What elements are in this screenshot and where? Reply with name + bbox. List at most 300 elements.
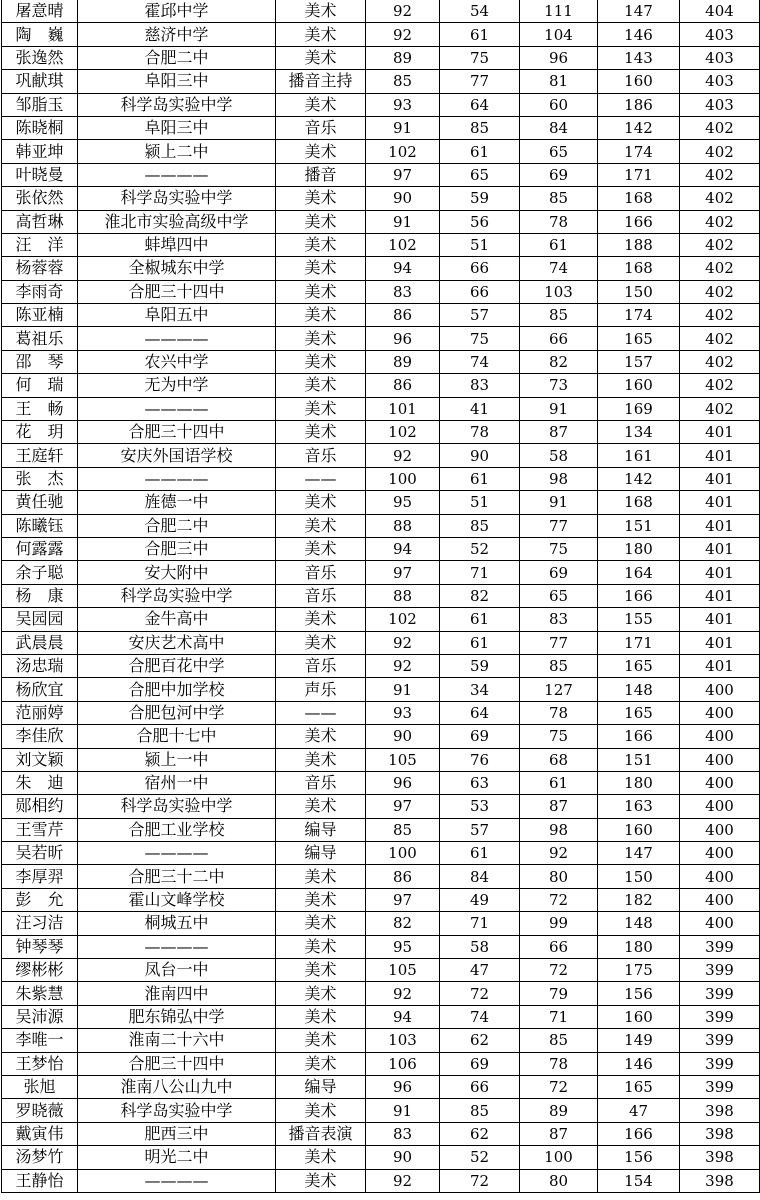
table-row [2,1005,760,1028]
school-name-cell: 合肥二中 [78,514,276,537]
total-score-cell: 402 [680,210,760,233]
student-name-cell: 郧相约 [2,795,78,818]
major-cell: 美术 [276,397,366,420]
school-name-cell: 合肥十七中 [78,725,276,748]
student-name-cell: 张 杰 [2,467,78,490]
major-cell: 美术 [276,350,366,373]
major-cell: 美术 [276,374,366,397]
score-2-cell: 51 [440,233,520,256]
score-2-cell: 58 [440,935,520,958]
student-name-cell: 王静怡 [2,1169,78,1192]
total-score-cell: 400 [680,888,760,911]
major-cell: —— [276,467,366,490]
table-row [2,444,760,467]
score-3-cell: 74 [520,257,598,280]
major-cell: 美术 [276,1099,366,1122]
score-2-cell: 53 [440,795,520,818]
score-3-cell: 71 [520,1005,598,1028]
student-name-cell: 王庭轩 [2,444,78,467]
table-row [2,795,760,818]
score-3-cell: 111 [520,0,598,23]
score-3-cell: 72 [520,888,598,911]
score-4-cell: 147 [598,0,680,23]
score-3-cell: 80 [520,865,598,888]
student-name-cell: 汤梦竹 [2,1146,78,1169]
score-4-cell: 180 [598,935,680,958]
score-3-cell: 99 [520,912,598,935]
total-score-cell: 402 [680,116,760,139]
school-name-cell: 肥东锦弘中学 [78,1005,276,1028]
score-3-cell: 98 [520,467,598,490]
score-4-cell: 180 [598,537,680,560]
score-4-cell: 142 [598,467,680,490]
major-cell: 美术 [276,608,366,631]
student-name-cell: 朱 迪 [2,771,78,794]
score-4-cell: 147 [598,842,680,865]
student-name-cell: 葛祖乐 [2,327,78,350]
school-name-cell: 蚌埠四中 [78,233,276,256]
table-row [2,842,760,865]
school-name-cell: 淮南八公山九中 [78,1075,276,1098]
school-name-cell: 慈济中学 [78,23,276,46]
student-name-cell: 李唯一 [2,1029,78,1052]
school-name-cell: ———— [78,327,276,350]
student-name-cell: 邵 琴 [2,350,78,373]
table-row [2,1146,760,1169]
score-4-cell: 156 [598,1146,680,1169]
student-name-cell: 彭 允 [2,888,78,911]
table-row [2,748,760,771]
student-name-cell: 吴园园 [2,608,78,631]
student-name-cell: 罗晓薇 [2,1099,78,1122]
school-name-cell: 无为中学 [78,374,276,397]
score-1-cell: 89 [366,350,440,373]
student-name-cell: 叶晓曼 [2,163,78,186]
table-row [2,654,760,677]
total-score-cell: 403 [680,70,760,93]
score-3-cell: 73 [520,374,598,397]
student-name-cell: 杨 康 [2,584,78,607]
student-name-cell: 李雨奇 [2,280,78,303]
table-row [2,350,760,373]
major-cell: 美术 [276,935,366,958]
score-4-cell: 155 [598,608,680,631]
table-row [2,116,760,139]
score-3-cell: 75 [520,537,598,560]
school-name-cell: 科学岛实验中学 [78,584,276,607]
table-row [2,1052,760,1075]
score-1-cell: 97 [366,163,440,186]
score-1-cell: 100 [366,467,440,490]
student-name-cell: 李厚羿 [2,865,78,888]
school-name-cell: 霍山文峰学校 [78,888,276,911]
score-1-cell: 102 [366,608,440,631]
score-2-cell: 64 [440,93,520,116]
total-score-cell: 401 [680,608,760,631]
school-name-cell: 合肥三十四中 [78,280,276,303]
major-cell: 声乐 [276,678,366,701]
student-name-cell: 张逸然 [2,46,78,69]
score-4-cell: 160 [598,374,680,397]
major-cell: 美术 [276,912,366,935]
school-name-cell: 合肥三中 [78,537,276,560]
score-2-cell: 77 [440,70,520,93]
score-1-cell: 91 [366,678,440,701]
score-2-cell: 34 [440,678,520,701]
table-row [2,584,760,607]
score-3-cell: 75 [520,725,598,748]
total-score-cell: 401 [680,491,760,514]
student-name-cell: 刘文颖 [2,748,78,771]
total-score-cell: 401 [680,631,760,654]
total-score-cell: 401 [680,421,760,444]
score-4-cell: 149 [598,1029,680,1052]
table-row [2,912,760,935]
score-4-cell: 134 [598,421,680,444]
score-2-cell: 66 [440,280,520,303]
school-name-cell: 合肥二中 [78,46,276,69]
score-4-cell: 142 [598,116,680,139]
major-cell: 音乐 [276,654,366,677]
total-score-cell: 399 [680,1075,760,1098]
score-1-cell: 101 [366,397,440,420]
total-score-cell: 401 [680,537,760,560]
score-3-cell: 92 [520,842,598,865]
major-cell: 美术 [276,327,366,350]
score-1-cell: 94 [366,257,440,280]
score-4-cell: 165 [598,1075,680,1098]
school-name-cell: 淮南二十六中 [78,1029,276,1052]
score-4-cell: 180 [598,771,680,794]
score-3-cell: 104 [520,23,598,46]
score-3-cell: 98 [520,818,598,841]
school-name-cell: 合肥包河中学 [78,701,276,724]
score-4-cell: 169 [598,397,680,420]
school-name-cell: 阜阳三中 [78,116,276,139]
score-4-cell: 174 [598,304,680,327]
score-1-cell: 94 [366,537,440,560]
major-cell: 编导 [276,1075,366,1098]
score-2-cell: 62 [440,1122,520,1145]
score-1-cell: 92 [366,23,440,46]
school-name-cell: 安庆艺术高中 [78,631,276,654]
school-name-cell: 科学岛实验中学 [78,187,276,210]
table-row [2,327,760,350]
student-name-cell: 陈亚楠 [2,304,78,327]
score-4-cell: 165 [598,327,680,350]
score-3-cell: 79 [520,982,598,1005]
score-1-cell: 91 [366,116,440,139]
total-score-cell: 403 [680,46,760,69]
major-cell: 美术 [276,491,366,514]
score-3-cell: 69 [520,163,598,186]
score-1-cell: 92 [366,631,440,654]
score-4-cell: 171 [598,163,680,186]
school-name-cell: 全椒城东中学 [78,257,276,280]
table-row [2,257,760,280]
major-cell: 美术 [276,304,366,327]
school-name-cell: 合肥三十二中 [78,865,276,888]
score-2-cell: 61 [440,608,520,631]
score-2-cell: 74 [440,350,520,373]
major-cell: 美术 [276,514,366,537]
student-name-cell: 王梦怡 [2,1052,78,1075]
score-4-cell: 166 [598,1122,680,1145]
score-3-cell: 78 [520,701,598,724]
total-score-cell: 399 [680,935,760,958]
school-name-cell: 颍上一中 [78,748,276,771]
school-name-cell: 凤台一中 [78,959,276,982]
total-score-cell: 400 [680,701,760,724]
major-cell: 音乐 [276,561,366,584]
score-4-cell: 160 [598,818,680,841]
major-cell: 美术 [276,1052,366,1075]
major-cell: 美术 [276,210,366,233]
total-score-cell: 402 [680,304,760,327]
total-score-cell: 402 [680,327,760,350]
score-2-cell: 57 [440,818,520,841]
score-1-cell: 95 [366,491,440,514]
score-1-cell: 105 [366,748,440,771]
total-score-cell: 399 [680,1029,760,1052]
score-2-cell: 84 [440,865,520,888]
score-2-cell: 49 [440,888,520,911]
school-name-cell: 合肥三十四中 [78,421,276,444]
score-3-cell: 78 [520,210,598,233]
total-score-cell: 403 [680,93,760,116]
score-1-cell: 92 [366,982,440,1005]
score-3-cell: 85 [520,187,598,210]
score-3-cell: 87 [520,1122,598,1145]
major-cell: 美术 [276,46,366,69]
major-cell: 播音表演 [276,1122,366,1145]
score-2-cell: 85 [440,116,520,139]
total-score-cell: 400 [680,818,760,841]
score-3-cell: 83 [520,608,598,631]
table-row [2,678,760,701]
score-2-cell: 63 [440,771,520,794]
score-4-cell: 156 [598,982,680,1005]
total-score-cell: 402 [680,374,760,397]
score-3-cell: 72 [520,1075,598,1098]
student-name-cell: 何 瑞 [2,374,78,397]
school-name-cell: ———— [78,397,276,420]
major-cell: 美术 [276,23,366,46]
major-cell: 美术 [276,982,366,1005]
major-cell: 音乐 [276,444,366,467]
major-cell: 美术 [276,233,366,256]
student-name-cell: 吴若昕 [2,842,78,865]
total-score-cell: 399 [680,982,760,1005]
school-name-cell: 肥西三中 [78,1122,276,1145]
school-name-cell: 合肥百花中学 [78,654,276,677]
score-3-cell: 87 [520,421,598,444]
table-row [2,140,760,163]
major-cell: 美术 [276,865,366,888]
score-3-cell: 82 [520,350,598,373]
table-row [2,959,760,982]
score-4-cell: 186 [598,93,680,116]
major-cell: 编导 [276,842,366,865]
score-2-cell: 72 [440,1169,520,1192]
table-row [2,233,760,256]
student-name-cell: 缪彬彬 [2,959,78,982]
student-name-cell: 陶 巍 [2,23,78,46]
student-name-cell: 黄任驰 [2,491,78,514]
score-1-cell: 102 [366,140,440,163]
score-2-cell: 61 [440,23,520,46]
total-score-cell: 400 [680,912,760,935]
table-row [2,935,760,958]
score-4-cell: 150 [598,865,680,888]
major-cell: 美术 [276,93,366,116]
score-3-cell: 58 [520,444,598,467]
table-row [2,865,760,888]
score-2-cell: 61 [440,631,520,654]
score-3-cell: 66 [520,327,598,350]
school-name-cell: 农兴中学 [78,350,276,373]
score-1-cell: 86 [366,304,440,327]
total-score-cell: 402 [680,187,760,210]
score-1-cell: 96 [366,327,440,350]
school-name-cell: 宿州一中 [78,771,276,794]
total-score-cell: 402 [680,233,760,256]
total-score-cell: 404 [680,0,760,23]
score-4-cell: 161 [598,444,680,467]
total-score-cell: 398 [680,1099,760,1122]
student-name-cell: 吴沛源 [2,1005,78,1028]
major-cell: 音乐 [276,584,366,607]
student-name-cell: 汪习洁 [2,912,78,935]
school-name-cell: 桐城五中 [78,912,276,935]
score-3-cell: 68 [520,748,598,771]
score-1-cell: 88 [366,514,440,537]
score-4-cell: 175 [598,959,680,982]
major-cell: 美术 [276,1029,366,1052]
major-cell: 播音 [276,163,366,186]
score-4-cell: 188 [598,233,680,256]
score-3-cell: 77 [520,631,598,654]
score-1-cell: 90 [366,725,440,748]
table-row [2,888,760,911]
score-4-cell: 151 [598,748,680,771]
total-score-cell: 401 [680,561,760,584]
score-1-cell: 100 [366,842,440,865]
score-1-cell: 97 [366,795,440,818]
table-body [2,0,760,1192]
table-row [2,982,760,1005]
student-name-cell: 朱紫慧 [2,982,78,1005]
student-name-cell: 戴寅伟 [2,1122,78,1145]
student-name-cell: 范丽婷 [2,701,78,724]
student-name-cell: 余子聪 [2,561,78,584]
student-name-cell: 杨欣宜 [2,678,78,701]
score-2-cell: 57 [440,304,520,327]
total-score-cell: 402 [680,280,760,303]
table-row [2,0,760,23]
score-1-cell: 83 [366,1122,440,1145]
score-2-cell: 78 [440,421,520,444]
score-2-cell: 51 [440,491,520,514]
score-3-cell: 65 [520,584,598,607]
major-cell: 美术 [276,725,366,748]
student-name-cell: 邹脂玉 [2,93,78,116]
score-1-cell: 102 [366,421,440,444]
table-row [2,1169,760,1192]
score-3-cell: 77 [520,514,598,537]
total-score-cell: 402 [680,257,760,280]
school-name-cell: 安庆外国语学校 [78,444,276,467]
school-name-cell: 合肥三十四中 [78,1052,276,1075]
total-score-cell: 400 [680,725,760,748]
score-4-cell: 171 [598,631,680,654]
score-1-cell: 103 [366,1029,440,1052]
score-2-cell: 64 [440,701,520,724]
total-score-cell: 402 [680,140,760,163]
school-name-cell: 科学岛实验中学 [78,93,276,116]
major-cell: 美术 [276,187,366,210]
table-row [2,397,760,420]
table-row [2,210,760,233]
major-cell: 美术 [276,748,366,771]
student-name-cell: 巩献琪 [2,70,78,93]
major-cell: 美术 [276,888,366,911]
school-name-cell: 合肥中加学校 [78,678,276,701]
score-4-cell: 150 [598,280,680,303]
score-1-cell: 90 [366,1146,440,1169]
total-score-cell: 398 [680,1169,760,1192]
school-name-cell: 金牛高中 [78,608,276,631]
score-1-cell: 92 [366,1169,440,1192]
student-name-cell: 屠意晴 [2,0,78,23]
total-score-cell: 401 [680,444,760,467]
total-score-cell: 399 [680,959,760,982]
major-cell: 音乐 [276,771,366,794]
total-score-cell: 402 [680,350,760,373]
total-score-cell: 401 [680,584,760,607]
school-name-cell: ———— [78,1169,276,1192]
student-name-cell: 王雪芹 [2,818,78,841]
major-cell: 音乐 [276,116,366,139]
school-name-cell: ———— [78,163,276,186]
school-name-cell: 明光二中 [78,1146,276,1169]
table-row [2,467,760,490]
score-2-cell: 41 [440,397,520,420]
score-4-cell: 146 [598,23,680,46]
score-2-cell: 56 [440,210,520,233]
score-4-cell: 146 [598,1052,680,1075]
total-score-cell: 398 [680,1146,760,1169]
table-row [2,631,760,654]
score-3-cell: 78 [520,1052,598,1075]
score-4-cell: 168 [598,491,680,514]
score-4-cell: 163 [598,795,680,818]
score-2-cell: 59 [440,187,520,210]
score-2-cell: 75 [440,327,520,350]
table-row [2,1099,760,1122]
table-row [2,46,760,69]
total-score-cell: 401 [680,514,760,537]
major-cell: 美术 [276,1005,366,1028]
school-name-cell: 淮南四中 [78,982,276,1005]
major-cell: 美术 [276,140,366,163]
major-cell: 美术 [276,537,366,560]
student-name-cell: 武晨晨 [2,631,78,654]
major-cell: 编导 [276,818,366,841]
score-1-cell: 92 [366,654,440,677]
table-row [2,608,760,631]
score-3-cell: 96 [520,46,598,69]
